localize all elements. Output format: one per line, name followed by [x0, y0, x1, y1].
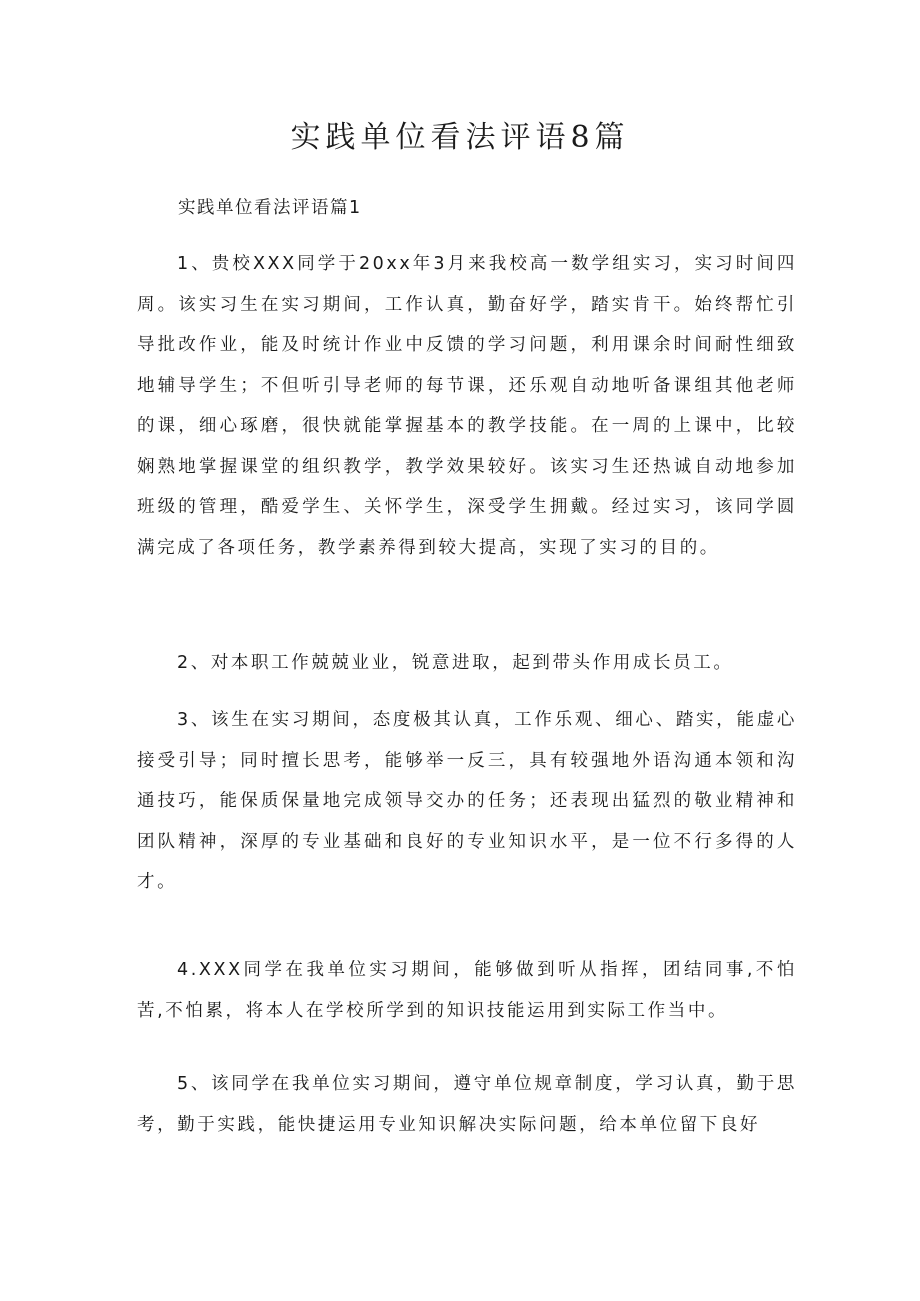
paragraph-2: 2、对本职工作兢兢业业，锐意进取，起到带头作用成长员工。	[177, 653, 734, 673]
paragraph-4: 4.XXX同学在我单位实习期间，能够做到听从指挥，团结同事,不怕苦,不怕累，将本人在学校所学到的知识技能运用到实际工作当中。	[137, 960, 797, 1021]
paragraph-1: 1、贵校XXX同学于20xx年3月来我校高一数学组实习，实习时间四周。该实习生在实习期间，工作认真，勤奋好学，踏实肯干。始终帮忙引导批改作业，能及时统计作业中反馈的学习问题，利用课余时间耐性细致地辅导学生；不但听引导老师的每节课，还乐观自动地听备课组其他老师的课，细心琢磨，很快就能掌握基本的教学技能。在一周的上课中，比较娴熟地掌握课堂的组织教学，教学效果较好。该实习生还热诚自动地参加班级的管理，酷爱学生、关怀学生，深受学生拥戴。经过实习，该同学圆满完成了各项任务，教学素养得到较大提高，实现了实习的目的。	[137, 254, 797, 558]
section-heading: 实践单位看法评语篇1	[178, 198, 362, 218]
document-title: 实践单位看法评语8篇	[290, 120, 630, 155]
paragraph-5: 5、该同学在我单位实习期间，遵守单位规章制度，学习认真，勤于思考，勤于实践，能快捷运用专业知识解决实际问题，给本单位留下良好	[137, 1074, 797, 1135]
paragraph-3: 3、该生在实习期间，态度极其认真，工作乐观、细心、踏实，能虚心接受引导；同时擅长思考，能够举一反三，具有较强地外语沟通本领和沟通技巧，能保质保量地完成领导交办的任务；还表现出猛烈的敬业精神和团队精神，深厚的专业基础和良好的专业知识水平，是一位不行多得的人才。	[137, 710, 797, 892]
